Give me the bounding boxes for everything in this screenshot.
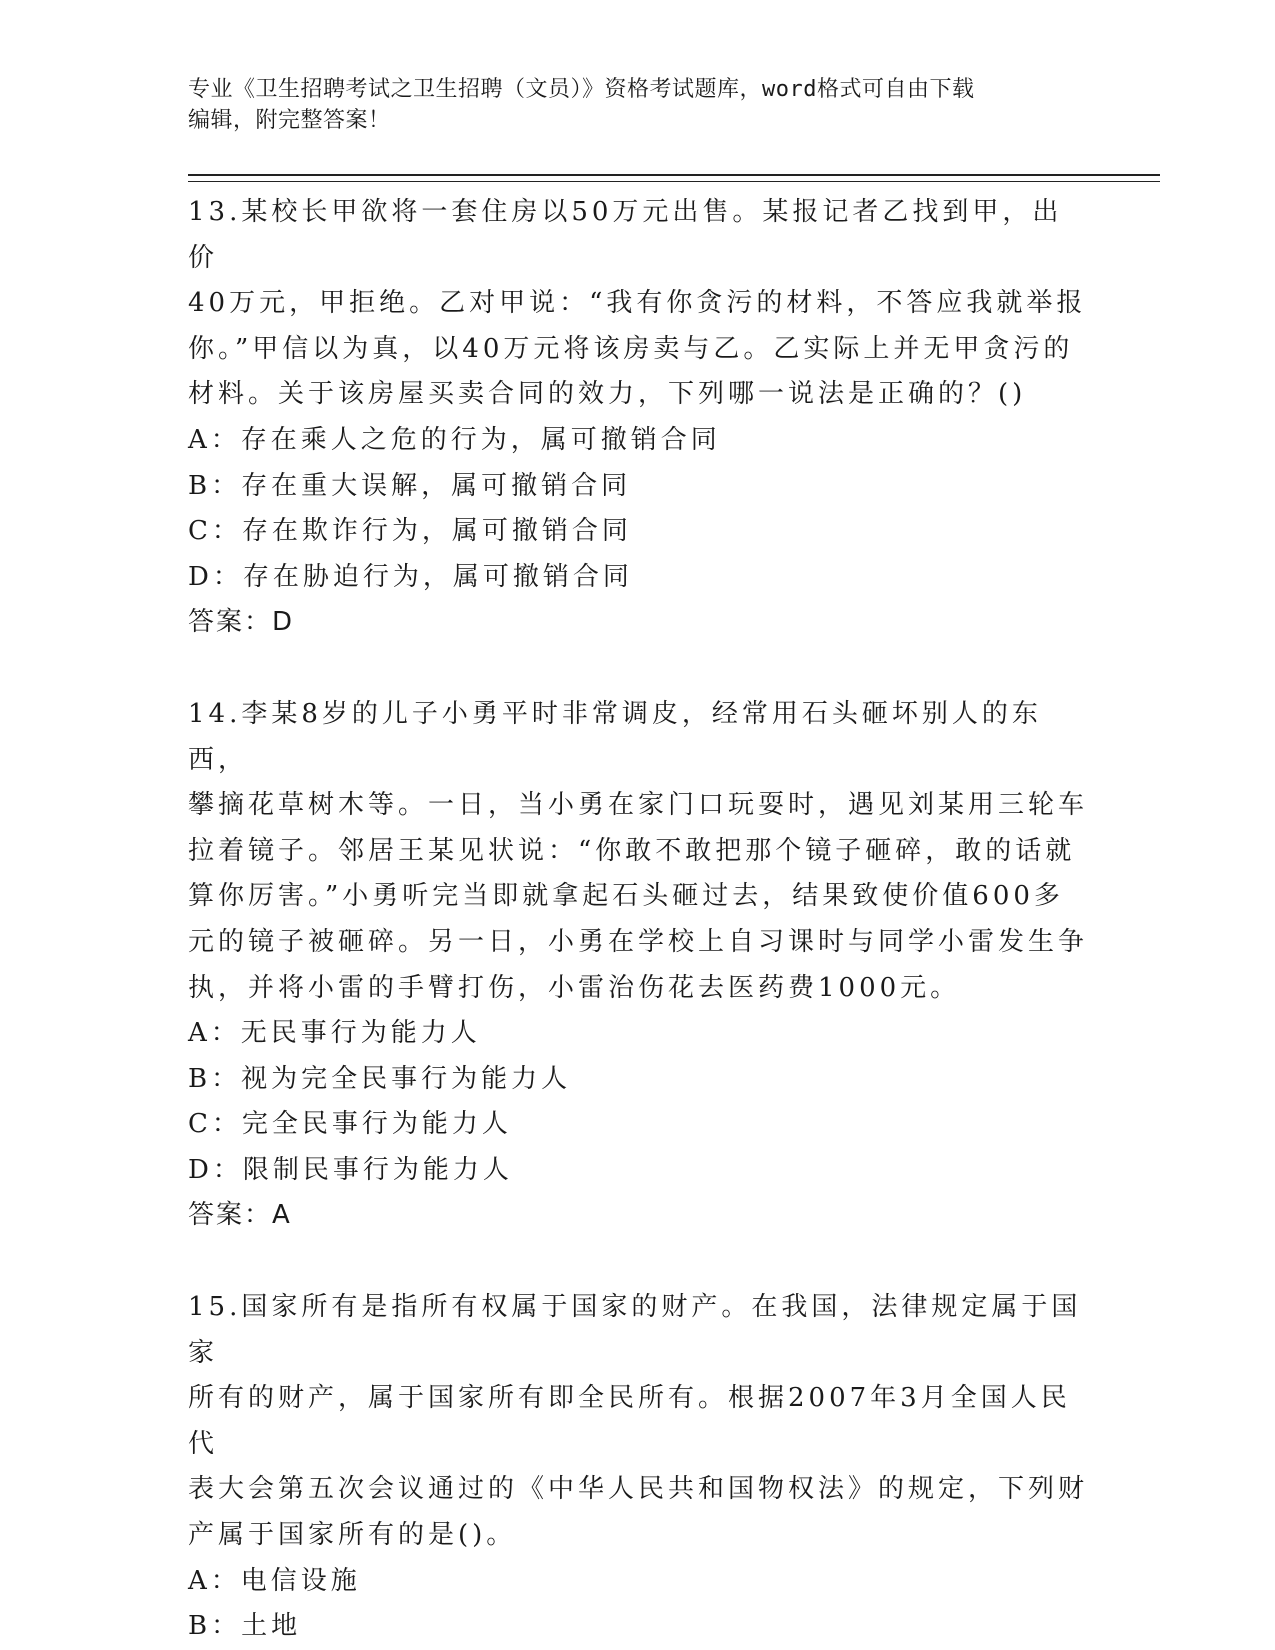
option-b: B：土地 <box>188 1611 302 1642</box>
question-stem-line: 14.李某8岁的儿子小勇平时非常调皮，经常用石头砸坏别人的东西， <box>188 698 1042 775</box>
question-stem-line: 执，并将小雷的手臂打伤，小雷治伤花去医药费1000元。 <box>188 972 961 1003</box>
option-a: A：电信设施 <box>188 1565 361 1596</box>
question-15 <box>188 1285 1088 1650</box>
option-c: C：完全民事行为能力人 <box>188 1109 512 1140</box>
question-stem-line: 材料。关于该房屋买卖合同的效力，下列哪一说法是正确的？() <box>188 379 1027 410</box>
question-stem-line: 产属于国家所有的是()。 <box>188 1520 517 1551</box>
question-stem-line: 40万元，甲拒绝。乙对甲说：“我有你贪污的材料，不答应我就举报 <box>188 288 1087 319</box>
option-c: C：存在欺诈行为，属可撤销合同 <box>188 516 632 547</box>
question-stem-line: 算你厉害。”小勇听完当即就拿起石头砸过去，结果致使价值600多 <box>188 881 1064 912</box>
question-13 <box>188 190 1088 646</box>
option-a: A：无民事行为能力人 <box>188 1018 481 1049</box>
header-line-1: 专业《卫生招聘考试之卫生招聘（文员）》资格考试题库，word格式可自由下载 <box>188 77 975 102</box>
question-14 <box>188 692 1088 1239</box>
question-list <box>188 190 1088 1650</box>
header-line-2: 编辑，附完整答案！ <box>188 108 391 133</box>
question-stem-line: 表大会第五次会议通过的《中华人民共和国物权法》的规定，下列财 <box>188 1474 1089 1505</box>
option-a: A：存在乘人之危的行为，属可撤销合同 <box>188 424 721 455</box>
question-stem-line: 攀摘花草树木等。一日，当小勇在家门口玩耍时，遇见刘某用三轮车 <box>188 790 1089 821</box>
option-d: D：存在胁迫行为，属可撤销合同 <box>188 561 633 592</box>
question-stem-line: 元的镜子被砸碎。另一日，小勇在学校上自习课时与同学小雷发生争 <box>188 926 1089 957</box>
question-spacer <box>188 646 1088 692</box>
option-b: B：存在重大误解，属可撤销合同 <box>188 470 632 501</box>
answer-line: 答案：A <box>188 1200 292 1231</box>
header-divider-thick <box>188 174 1160 176</box>
question-stem-line: 所有的财产，属于国家所有即全民所有。根据2007年3月全国人民代 <box>188 1383 1071 1459</box>
question-stem-line: 拉着镜子。邻居王某见状说：“你敢不敢把那个镜子砸碎，敢的话就 <box>188 835 1076 866</box>
question-spacer <box>188 1239 1088 1285</box>
answer-line: 答案：D <box>188 607 295 638</box>
document-header <box>188 74 1068 136</box>
option-d: D：限制民事行为能力人 <box>188 1154 513 1185</box>
option-b: B：视为完全民事行为能力人 <box>188 1063 572 1094</box>
question-stem-line: 13.某校长甲欲将一套住房以50万元出售。某报记者乙找到甲，出价 <box>188 197 1063 273</box>
header-divider-thin <box>188 181 1160 182</box>
question-stem-line: 你。”甲信以为真，以40万元将该房卖与乙。乙实际上并无甲贪污的 <box>188 333 1074 364</box>
question-stem-line: 15.国家所有是指所有权属于国家的财产。在我国，法律规定属于国家 <box>188 1292 1082 1368</box>
